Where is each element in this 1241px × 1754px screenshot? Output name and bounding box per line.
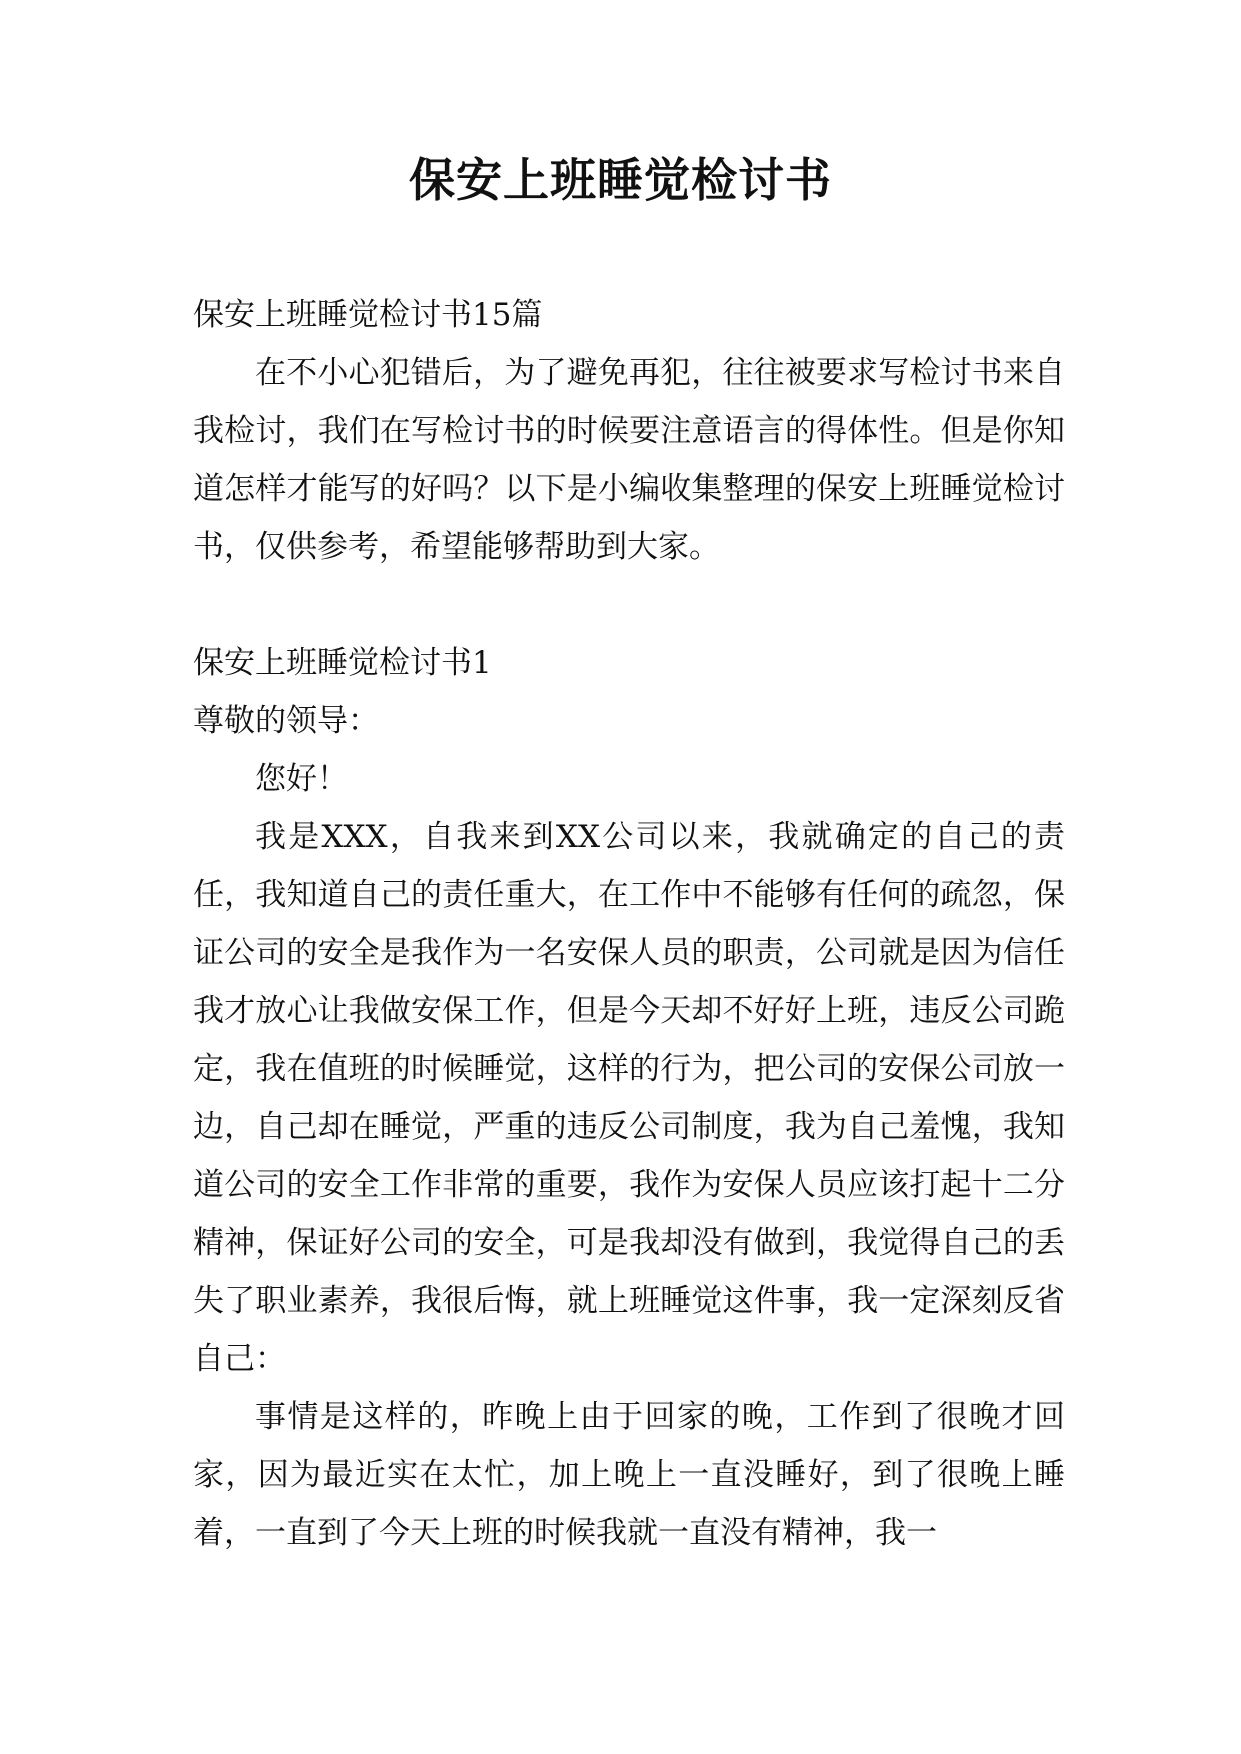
body-paragraph: 事情是这样的，昨晚上由于回家的晚，工作到了很晚才回家，因为最近实在太忙，加上晚上一直没睡好，到了很晚上睡着，一直到了今天上班的时候我就一直没有精神，我一 xyxy=(193,1399,1065,1551)
section-heading: 保安上班睡觉检讨书1 xyxy=(193,645,492,681)
greeting: 您好！ xyxy=(255,761,348,797)
salutation: 尊敬的领导： xyxy=(193,703,379,739)
body-paragraph: 我是XXX，自我来到XX公司以来，我就确定的自己的责任，我知道自己的责任重大，在工作中不能够有任何的疏忽，保证公司的安全是我作为一名安保人员的职责，公司就是因为信任我才放心让我做安保工作，但是今天却不好好上班，违反公司跪定，我在值班的时候睡觉，这样的行为，把公司的安保公司放一边，自己却在睡觉，严重的违反公司制度，我为自己羞愧，我知道公司的安全工作非常的重要，我作为安保人员应该打起十二分精神，保证好公司的安全，可是我却没有做到，我觉得自己的丢失了职业素养，我很后悔，就上班睡觉这件事，我一定深刻反省自己： xyxy=(193,819,1065,1377)
document-title: 保安上班睡觉检讨书 xyxy=(409,153,832,207)
document-body xyxy=(193,286,1065,1562)
paragraph-spacer xyxy=(193,576,1065,634)
document-subtitle: 保安上班睡觉检讨书15篇 xyxy=(193,297,543,333)
intro-paragraph: 在不小心犯错后，为了避免再犯，往往被要求写检讨书来自我检讨，我们在写检讨书的时候要注意语言的得体性。但是你知道怎样才能写的好吗？以下是小编收集整理的保安上班睡觉检讨书，仅供参考，希望能够帮助到大家。 xyxy=(193,355,1065,565)
